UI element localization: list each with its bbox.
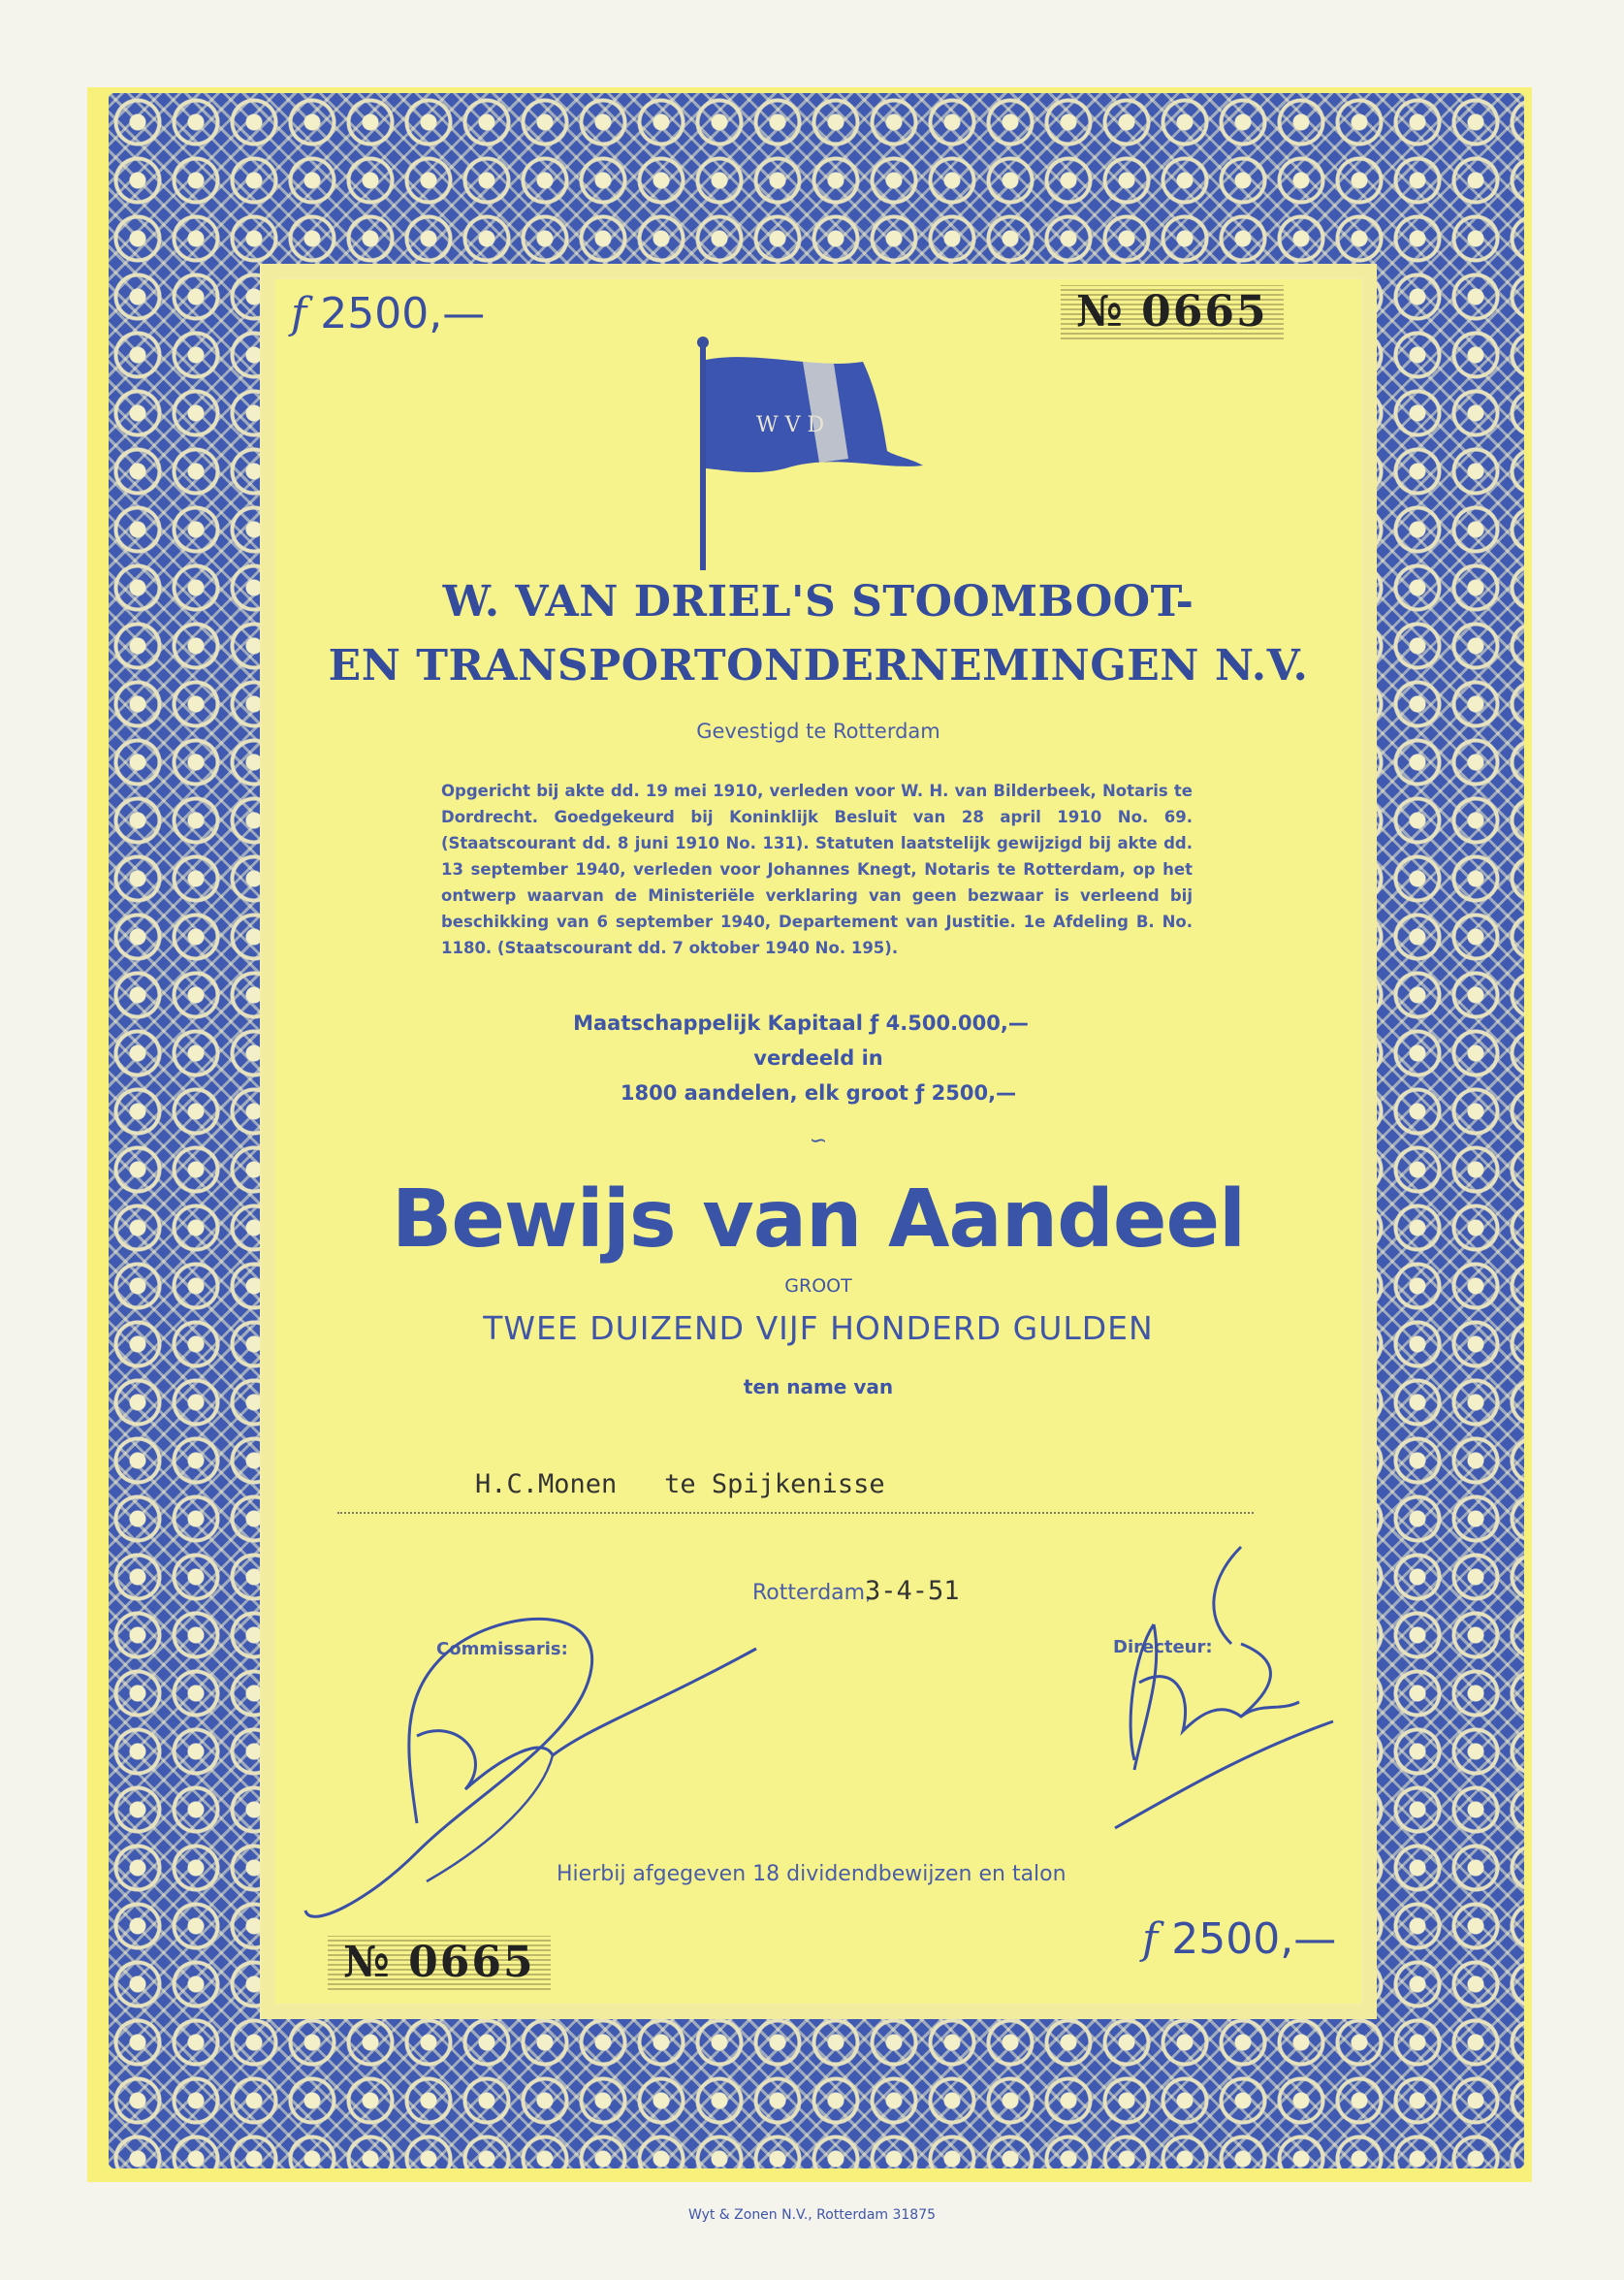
- value-in-words: TWEE DUIZEND VIJF HONDERD GULDEN: [483, 1309, 1154, 1347]
- capital-line1: Maatschappelijk Kapitaal ƒ 4.500.000,—: [573, 1012, 1029, 1035]
- company-name-line2: EN TRANSPORTONDERNEMINGEN N.V.: [328, 641, 1309, 690]
- capital-line2: verdeeld in: [753, 1046, 883, 1070]
- company-flag-logo: [688, 335, 940, 572]
- amount-bottom-value: 2500,—: [1171, 1914, 1337, 1964]
- printer-credit: Wyt & Zonen N.V., Rotterdam 31875: [687, 2207, 937, 2223]
- certificate-title: Bewijs van Aandeel: [391, 1173, 1246, 1266]
- flag-letters: W V D: [756, 413, 825, 437]
- holder-name: H.C.Monen te Spijkenisse: [475, 1469, 885, 1499]
- florin-symbol-bottom: f: [1142, 1914, 1159, 1964]
- florin-symbol: f: [291, 289, 307, 338]
- founding-paragraph: Opgericht bij akte dd. 19 mei 1910, verleden voor W. H. van Bilderbeek, Notaris te Dordrecht. Goedgekeurd bij Koninklijk Besluit van 28 april 1910 No. 69. (Staatscourant dd. 8 juni 1910 No. 131). Statuten laatstelijk gewijzigd bij akte dd. 13 september 1940, verleden voor Johannes Knegt, Notaris te Rotterdam, op het ontwerp waarvan de Ministeriële verklaring van geen bezwaar is verleend bij beschikking van 6 september 1940, Departement van Justitie. 1e Afdeling B. No. 1180. (Staatscourant dd. 7 oktober 1940 No. 195).: [441, 782, 1193, 957]
- company-seat: Gevestigd te Rotterdam: [696, 720, 940, 743]
- amount-top: [291, 289, 485, 338]
- capital-line3: 1800 aandelen, elk groot ƒ 2500,—: [620, 1081, 1017, 1105]
- groot-label: GROOT: [784, 1275, 852, 1297]
- issue-date: 3-4-51: [865, 1576, 960, 1606]
- amount-top-value: 2500,—: [320, 289, 486, 338]
- dividend-note: Hierbij afgegeven 18 dividendbewijzen en talon: [557, 1862, 1067, 1886]
- commissaris-label: Commissaris:: [436, 1639, 568, 1659]
- holder-underline: [337, 1512, 1254, 1514]
- certificate-number-bottom: № 0665: [328, 1936, 551, 1990]
- issue-place: Rotterdam,: [752, 1581, 873, 1605]
- in-name-of-label: ten name van: [743, 1375, 894, 1398]
- directeur-label: Directeur:: [1113, 1637, 1213, 1657]
- ornament-divider: ∽: [809, 1129, 828, 1153]
- amount-bottom: [1142, 1914, 1336, 1964]
- certificate-number-top: № 0665: [1061, 285, 1284, 339]
- company-name-line1: W. VAN DRIEL'S STOOMBOOT-: [442, 577, 1194, 626]
- directeur-signature: [1096, 1537, 1338, 1847]
